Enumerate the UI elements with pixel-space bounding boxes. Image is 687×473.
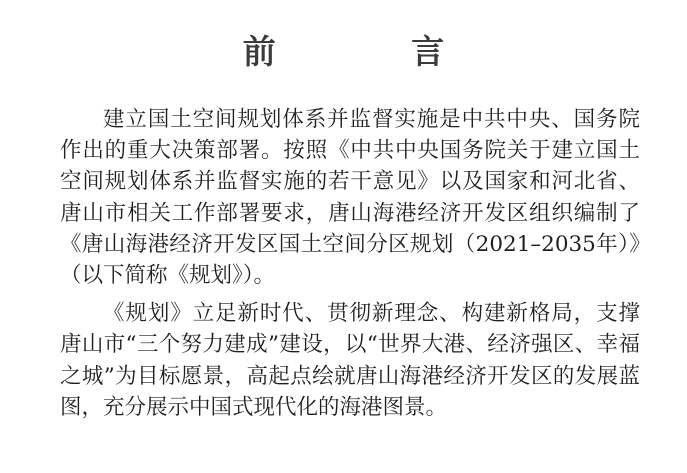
paragraph-2: 《规划》立足新时代、贯彻新理念、构建新格局，支撑唐山市“三个努力建成”建设，以“世界大港、经济强区、幸福之城”为目标愿景，高起点绘就唐山海港经济开发区的发展蓝图，充分展示中国式现代化的海港图景。 bbox=[60, 301, 640, 420]
document-body bbox=[60, 104, 640, 430]
paragraph-1: 建立国土空间规划体系并监督实施是中共中央、国务院作出的重大决策部署。按照《中共中央国务院关于建立国土空间规划体系并监督实施的若干意见》以及国家和河北省、唐山市相关工作部署要求，唐山海港经济开发区组织编制了《唐山海港经济开发区国土空间分区规划（2021–2035年）》（以下简称《规划》）。 bbox=[60, 107, 640, 289]
page-title: 前 言 bbox=[242, 32, 507, 71]
